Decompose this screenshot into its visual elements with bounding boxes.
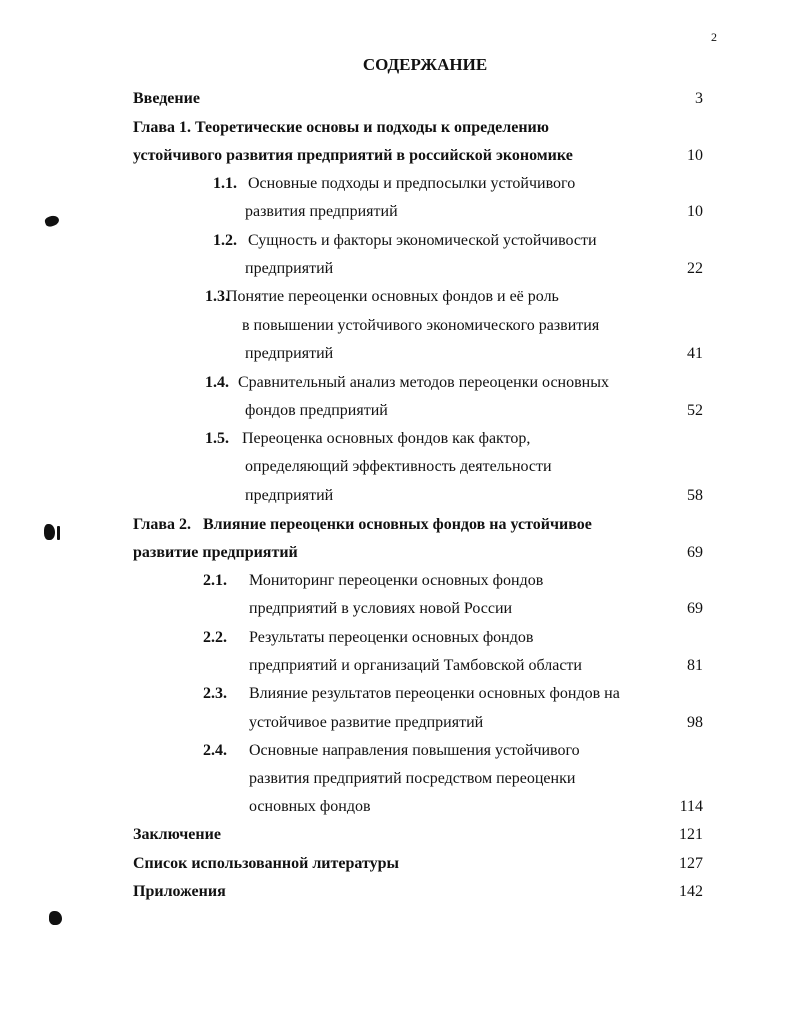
section-title-line: предприятий [245,487,334,504]
section-title-line: предприятий в условиях новой России [249,600,513,617]
section-number: 2.4. [203,742,227,759]
toc-label: Приложения [133,883,226,900]
chapter-title-line: Глава 1. Теоретические основы и подходы к определению [133,119,549,136]
section-title-line: определяющий эффективность деятельности [245,458,552,475]
section-title-line: фондов предприятий [245,402,388,419]
section-title-line: Переоценка основных фондов как фактор, [242,430,531,447]
section-title-line: Сущность и факторы экономической устойчивости [248,232,597,249]
section-number: 2.1. [203,572,227,589]
section-title-line: предприятий [245,345,334,362]
toc-page: 3 [695,90,703,107]
section-title-line: предприятий и организаций Тамбовской области [249,657,582,674]
section-title-line: Мониторинг переоценки основных фондов [249,572,544,589]
section-title-line: Основные подходы и предпосылки устойчивого [248,175,576,192]
section-number: 2.3. [203,685,227,702]
scan-artifact [44,214,61,228]
page-number: 2 [711,30,717,44]
toc-label: Заключение [133,826,221,843]
section-title-line: Влияние результатов переоценки основных фондов на [249,685,620,702]
section-title-line: развития предприятий посредством переоценки [249,770,576,787]
section-number: 1.1. [213,175,237,192]
toc-page: 98 [687,714,703,731]
toc-page: 69 [687,544,703,561]
toc-page: 69 [687,600,703,617]
toc-page: 22 [687,260,703,277]
section-title-line: предприятий [245,260,334,277]
toc-label: Список использованной литературы [133,855,399,872]
scan-artifact [44,524,55,540]
toc-page: 58 [687,487,703,504]
section-title-line: в повышении устойчивого экономического развития [242,317,600,334]
section-title-line: устойчивое развитие предприятий [249,714,484,731]
section-title-line: развития предприятий [245,203,398,220]
section-title-line: основных фондов [249,798,371,815]
toc-page: 142 [679,883,703,900]
section-title-line: Результаты переоценки основных фондов [249,629,534,646]
scan-artifact [49,911,62,925]
toc-page: 10 [687,147,703,164]
scan-artifact [57,526,60,540]
toc-page: 127 [679,855,703,872]
chapter-title-line: развитие предприятий [133,544,298,561]
toc-page: 114 [679,798,703,815]
toc-page: 10 [687,203,703,220]
toc-page: 121 [679,826,703,843]
toc-page: 52 [687,402,703,419]
section-number: 1.2. [213,232,237,249]
section-title-line: Основные направления повышения устойчивого [249,742,580,759]
chapter-title-line: устойчивого развития предприятий в российской экономике [133,147,573,164]
section-number: 2.2. [203,629,227,646]
section-title-line: Понятие переоценки основных фондов и её роль [226,288,559,305]
toc-label: Введение [133,90,200,107]
section-number: 1.5. [205,430,229,447]
chapter-title-line: Глава 2. Влияние переоценки основных фондов на устойчивое [133,516,592,533]
section-number: 1.4. [205,374,229,391]
section-number: 1.3. [205,288,229,305]
page-title: СОДЕРЖАНИЕ [362,55,488,74]
toc-page: 81 [687,657,703,674]
section-title-line: Сравнительный анализ методов переоценки основных [238,374,609,391]
toc-page: 41 [687,345,703,362]
